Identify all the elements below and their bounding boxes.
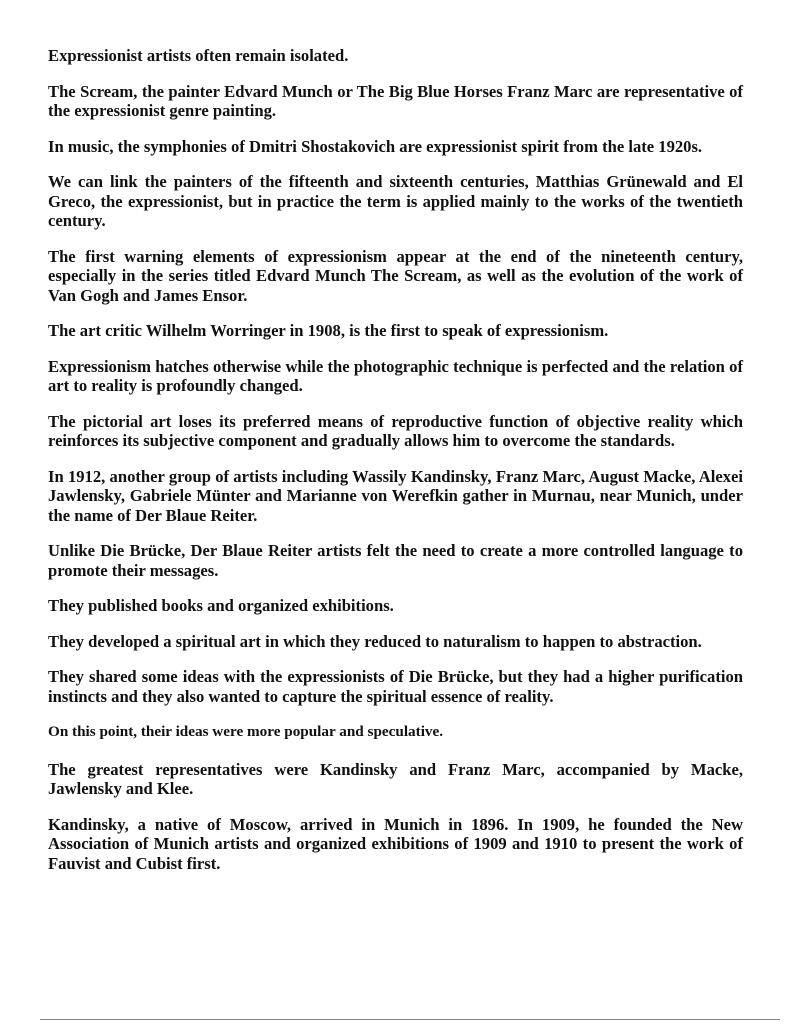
paragraph-1: Expressionist artists often remain isolated.: [48, 46, 349, 65]
paragraph-3: In music, the symphonies of Dmitri Shostakovich are expressionist spirit from the late 1920s.: [48, 136, 703, 156]
paragraph-2: The Scream, the painter Edvard Munch or The Big Blue Horses Franz Marc are representative of the expressionist genre painting.: [48, 81, 743, 120]
paragraph-11: They published books and organized exhibitions.: [48, 596, 394, 615]
paragraph-5: The first warning elements of expressionism appear at the end of the nineteenth century, especially in the series titled Edvard Munch The Scream, as well as the evolution of the work of Van Gogh and James Ensor.: [48, 246, 743, 305]
page-bottom-rule: [40, 1019, 780, 1020]
paragraph-15: The greatest representatives were Kandinsky and Franz Marc, accompanied by Macke, Jawlensky and Klee.: [48, 759, 743, 798]
paragraph-14: On this point, their ideas were more popular and speculative.: [48, 723, 444, 740]
paragraph-4: We can link the painters of the fifteenth and sixteenth centuries, Matthias Grünewald and El Greco, the expressionist, but in practice the term is applied mainly to the works of the twentieth century.: [48, 172, 743, 230]
body-text: [48, 46, 743, 889]
paragraph-16: Kandinsky, a native of Moscow, arrived in Munich in 1896. In 1909, he founded the New Association of Munich artists and organized exhibitions of 1909 and 1910 to present the work of Fauvist and Cubist first.: [48, 814, 743, 873]
paragraph-9: In 1912, another group of artists including Wassily Kandinsky, Franz Marc, August Macke, Alexei Jawlensky, Gabriele Münter and Marianne von Werefkin gather in Murnau, near Munich, under the name of Der Blaue Reiter.: [48, 466, 743, 525]
paragraph-7: Expressionism hatches otherwise while the photographic technique is perfected and the relation of art to reality is profoundly changed.: [48, 356, 743, 395]
paragraph-12: They developed a spiritual art in which they reduced to naturalism to happen to abstraction.: [48, 631, 702, 651]
paragraph-13: They shared some ideas with the expressionists of Die Brücke, but they had a higher purification instincts and they also wanted to capture the spiritual essence of reality.: [48, 667, 743, 706]
paragraph-8: The pictorial art loses its preferred means of reproductive function of objective reality which reinforces its subjective component and gradually allows him to overcome the standards.: [48, 411, 743, 450]
paragraph-10: Unlike Die Brücke, Der Blaue Reiter artists felt the need to create a more controlled language to promote their messages.: [48, 541, 743, 580]
paragraph-6: The art critic Wilhelm Worringer in 1908, is the first to speak of expressionism.: [48, 321, 609, 340]
